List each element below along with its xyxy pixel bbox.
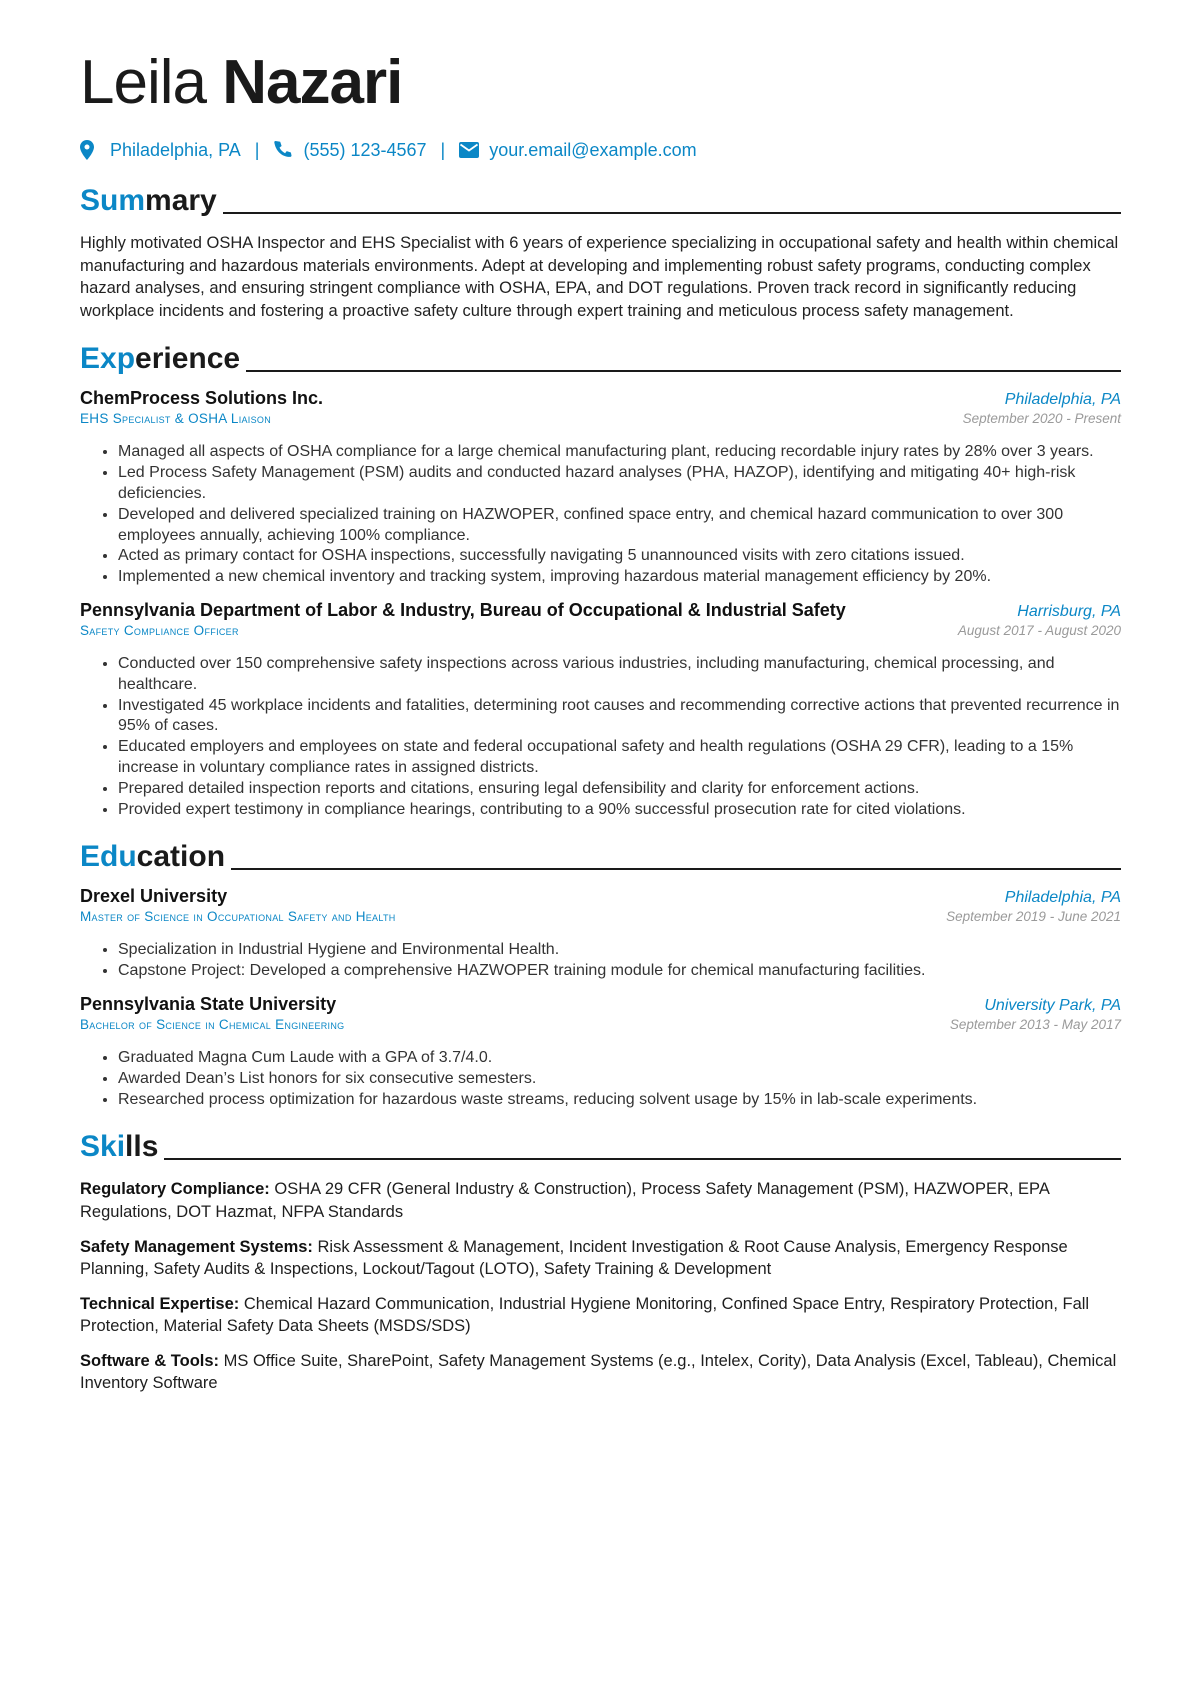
bullet-item: • Specialization in Industrial Hygiene and Environmental Health. (118, 940, 1121, 961)
skill-group-text: Risk Assessment & Management, Incident Investigation & Root Cause Analysis, Emergency Response Planning, Safety Audits & Inspections, Lockout/Tagout (LOTO), Safety Training & Development (80, 1237, 1068, 1279)
school-name: Pennsylvania State University (80, 993, 337, 1014)
education-heading-accent: Edu (80, 840, 137, 874)
experience-heading-accent: Exp (80, 342, 136, 376)
contact-phone[interactable] (273, 140, 426, 161)
education-heading-rest: cation (136, 840, 226, 874)
degree-title: Bachelor of Science in Chemical Engineering (80, 1016, 345, 1032)
contact-separator: | (254, 139, 260, 160)
skills-list (80, 1178, 1121, 1395)
skill-group-label: Regulatory Compliance: (80, 1180, 270, 1199)
section-divider (164, 1158, 1121, 1160)
bullet-list (80, 654, 1121, 820)
bullet-item: • Managed all aspects of OSHA compliance for a large chemical manufacturing plant, reducing recordable injury rates by 28% over 3 years. (118, 442, 1121, 463)
entry-dates: September 2019 - June 2021 (946, 909, 1121, 925)
last-name: Nazari (222, 48, 403, 117)
first-name: Leila (80, 48, 206, 117)
location-text: Philadelphia, PA (110, 139, 241, 160)
bullet-item: • Provided expert testimony in compliance hearings, contributing to a 90% successful prosecution rate for cited violations. (118, 800, 1121, 821)
skill-group-text: MS Office Suite, SharePoint, Safety Management Systems (e.g., Intelex, Cority), Data Analysis (Excel, Tableau), Chemical Inventory Software (80, 1351, 1117, 1393)
bullet-item: • Researched process optimization for hazardous waste streams, reducing solvent usage by 15% in lab-scale experiments. (118, 1090, 1121, 1111)
skills-heading-accent: Ski (80, 1130, 126, 1164)
summary-text: Highly motivated OSHA Inspector and EHS Specialist with 6 years of experience specializing in occupational safety and health within chemical manufacturing and hazardous materials environments. Adept at developing and implementing robust safety programs, conducting complex hazard analyses, and ensuring stringent compliance with OSHA, EPA, and DOT regulations. Proven track record in significantly reducing workplace incidents and fostering a proactive safety culture through expert training and meticulous process safety management. (80, 234, 1119, 320)
entry-dates: August 2017 - August 2020 (957, 622, 1121, 638)
bullet-item: • Capstone Project: Developed a comprehensive HAZWOPER training module for chemical manufacturing facilities. (118, 961, 1121, 982)
candidate-name (80, 48, 1121, 118)
employer-name: Pennsylvania Department of Labor & Industry, Bureau of Occupational & Industrial Safety (80, 599, 846, 620)
section-divider (246, 370, 1121, 372)
entry-location: Harrisburg, PA (1017, 602, 1121, 620)
entry-dates: September 2013 - May 2017 (949, 1016, 1121, 1032)
contact-line (80, 136, 1121, 164)
bullet-item: • Developed and delivered specialized training on HAZWOPER, confined space entry, and chemical hazard communication to over 300 employees annually, achieving 100% compliance. (118, 505, 1121, 547)
skill-group-label: Safety Management Systems: (80, 1237, 313, 1256)
bullet-list (80, 442, 1121, 588)
job-title: EHS Specialist & OSHA Liaison (80, 411, 272, 427)
bullet-item: • Educated employers and employees on state and federal occupational safety and health regulations (OSHA 29 CFR), leading to a 15% increase in voluntary compliance rates in assigned districts. (118, 737, 1121, 779)
skill-group (80, 1293, 1121, 1338)
education-entry (80, 994, 1121, 1110)
skill-group (80, 1236, 1121, 1281)
envelope-icon (459, 140, 479, 160)
bullet-item: • Prepared detailed inspection reports and citations, ensuring legal defensibility and clarity for enforcement actions. (118, 779, 1121, 800)
bullet-item: • Graduated Magna Cum Laude with a GPA of 3.7/4.0. (118, 1048, 1121, 1069)
skill-group-label: Software & Tools: (80, 1351, 220, 1370)
education-entry (80, 886, 1121, 982)
contact-email[interactable] (459, 140, 696, 161)
skill-group-text: Chemical Hazard Communication, Industrial Hygiene Monitoring, Confined Space Entry, Respiratory Protection, Fall Protection, Material Safety Data Sheets (MSDS/SDS) (80, 1294, 1090, 1336)
summary-heading (80, 180, 1121, 218)
bullet-list (80, 940, 1121, 982)
bullet-item: • Conducted over 150 comprehensive safety inspections across various industries, including manufacturing, chemical processing, and healthcare. (118, 654, 1121, 696)
entry-location: Philadelphia, PA (1004, 889, 1121, 907)
bullet-item: • Acted as primary contact for OSHA inspections, successfully navigating 5 unannounced visits with zero citations issued. (118, 546, 1121, 567)
skill-group (80, 1350, 1121, 1395)
contact-separator: | (440, 139, 446, 160)
bullet-item: • Awarded Dean’s List honors for six consecutive semesters. (118, 1069, 1121, 1090)
experience-heading (80, 338, 1121, 376)
contact-location (80, 140, 241, 161)
section-divider (231, 868, 1121, 870)
section-divider (223, 212, 1121, 214)
degree-title: Master of Science in Occupational Safety and Health (80, 909, 396, 925)
entry-location: Philadelphia, PA (1004, 391, 1121, 409)
bullet-item: • Investigated 45 workplace incidents and fatalities, determining root causes and recommending corrective actions that prevented recurrence in 95% of cases. (118, 696, 1121, 738)
experience-entry (80, 600, 1121, 820)
summary-heading-accent: Sum (80, 184, 146, 217)
experience-entry (80, 388, 1121, 588)
employer-name: ChemProcess Solutions Inc. (80, 388, 324, 409)
experience-heading-rest: erience (135, 342, 241, 376)
skill-group-text: OSHA 29 CFR (General Industry & Construction), Process Safety Management (PSM), HAZWOPER, EPA Regulations, DOT Hazmat, NFPA Standards (80, 1180, 1049, 1221)
bullet-item: • Implemented a new chemical inventory and tracking system, improving hazardous material management efficiency by 20%. (118, 567, 1121, 588)
entry-dates: September 2020 - Present (962, 411, 1121, 427)
map-pin-icon (80, 140, 100, 160)
education-heading (80, 836, 1121, 874)
job-title: Safety Compliance Officer (80, 622, 239, 638)
entry-location: University Park, PA (984, 996, 1121, 1014)
summary-heading-rest: mary (145, 184, 217, 217)
bullet-item: • Led Process Safety Management (PSM) audits and conducted hazard analyses (PHA, HAZOP), identifying and mitigating 40+ high-risk deficiencies. (118, 463, 1121, 505)
bullet-list (80, 1048, 1121, 1110)
skill-group (80, 1178, 1121, 1223)
phone-icon (273, 140, 293, 160)
skills-heading-rest: lls (125, 1130, 159, 1164)
email-link[interactable]: your.email@example.com (489, 139, 697, 160)
phone-text: (555) 123-4567 (303, 139, 427, 160)
skill-group-label: Technical Expertise: (80, 1294, 240, 1313)
school-name: Drexel University (80, 886, 228, 907)
skills-heading (80, 1126, 1121, 1164)
